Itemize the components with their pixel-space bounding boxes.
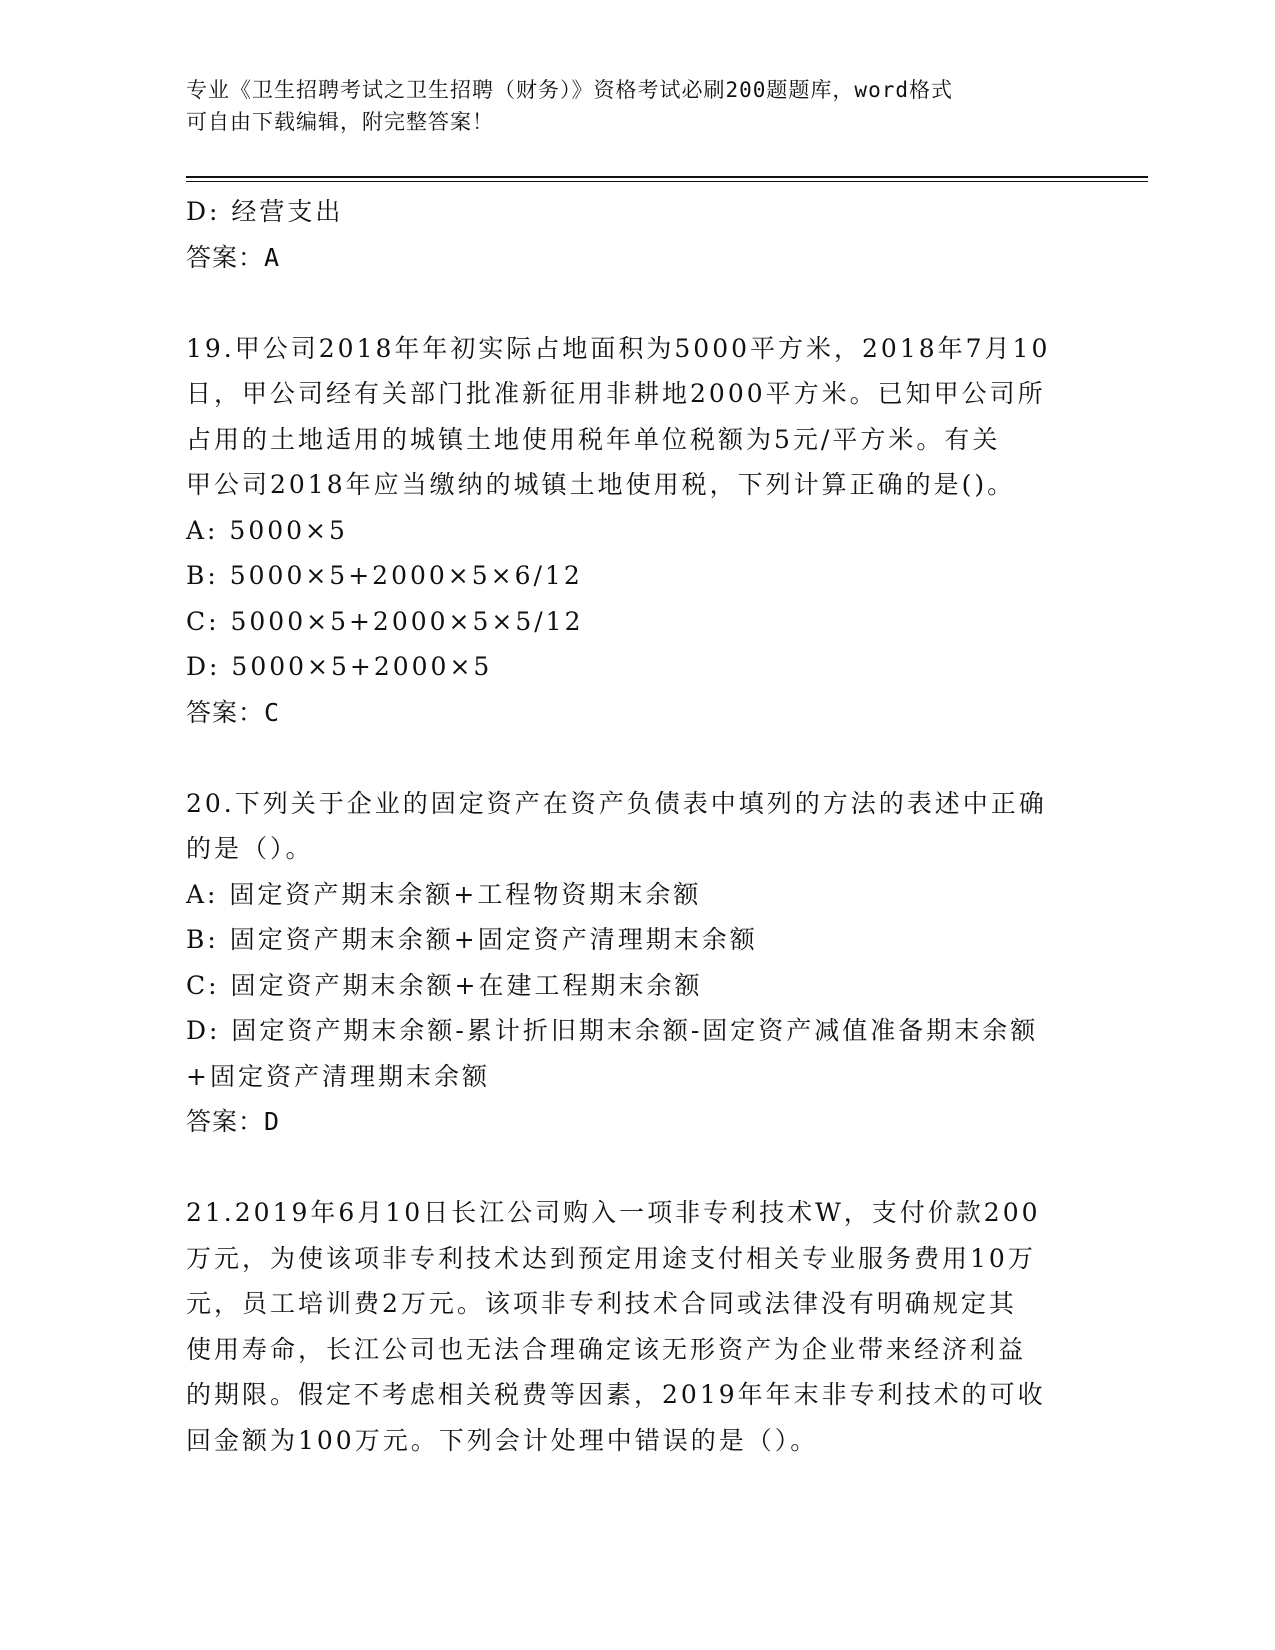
question-19-option-d: D: 5000×5+2000×5 — [186, 652, 493, 681]
question-19-option-a: A: 5000×5 — [186, 515, 348, 545]
question-20-option-d: D: 固定资产期末余额-累计折旧期末余额-固定资产减值准备期末余额 — [186, 1016, 1039, 1045]
spacer — [186, 280, 1066, 326]
document-body — [186, 189, 1066, 1463]
question-20-option-a: A: 固定资产期末余额+工程物资期末余额 — [186, 879, 702, 909]
header-divider-thin — [186, 181, 1148, 182]
question-19-stem-line: 甲公司2018年应当缴纳的城镇土地使用税，下列计算正确的是()。 — [186, 470, 1016, 499]
question-21-stem-line: 回金额为100万元。下列会计处理中错误的是（）。 — [186, 1425, 819, 1455]
question-19-option-c: C: 5000×5+2000×5×5/12 — [186, 606, 584, 636]
page-header — [186, 74, 1066, 138]
question-21-stem-line: 21.2019年6月10日长江公司购入一项非专利技术W，支付价款200 — [186, 1198, 1041, 1227]
question-19-option-b: B: 5000×5+2000×5×6/12 — [186, 561, 583, 590]
question-20-option-c: C: 固定资产期末余额+在建工程期末余额 — [186, 970, 703, 1000]
prev-question-answer: 答案：A — [186, 242, 281, 272]
spacer — [186, 1145, 1066, 1191]
question-19-answer: 答案：C — [186, 697, 281, 727]
question-21 — [186, 1190, 1066, 1463]
question-20-answer: 答案：D — [186, 1107, 281, 1136]
question-20-option-d-continued: +固定资产清理期末余额 — [186, 1061, 490, 1091]
question-21-stem-line: 使用寿命，长江公司也无法合理确定该无形资产为企业带来经济利益 — [186, 1334, 1027, 1364]
question-19-stem-line: 19.甲公司2018年年初实际占地面积为5000平方米，2018年7月10 — [186, 333, 1051, 363]
question-20 — [186, 781, 1066, 1145]
question-20-stem-line: 20.下列关于企业的固定资产在资产负债表中填列的方法的表述中正确 — [186, 788, 1047, 818]
header-divider-thick — [186, 176, 1148, 178]
question-19-stem-line: 日，甲公司经有关部门批准新征用非耕地2000平方米。已知甲公司所 — [186, 379, 1046, 408]
question-19 — [186, 326, 1066, 736]
prev-question-option-d: D: 经营支出 — [186, 197, 344, 226]
question-21-stem-line: 元，员工培训费2万元。该项非专利技术合同或法律没有明确规定其 — [186, 1289, 1017, 1318]
header-title-line-2: 可自由下载编辑，附完整答案！ — [186, 110, 494, 134]
spacer — [186, 735, 1066, 781]
question-19-stem-line: 占用的土地适用的城镇土地使用税年单位税额为5元/平方米。有关 — [186, 424, 1001, 454]
question-21-stem-line: 万元，为使该项非专利技术达到预定用途支付相关专业服务费用10万 — [186, 1243, 1036, 1273]
question-20-option-b: B: 固定资产期末余额+固定资产清理期末余额 — [186, 925, 758, 954]
header-title-line-1: 专业《卫生招聘考试之卫生招聘（财务）》资格考试必刷200题题库，word格式 — [186, 78, 953, 102]
question-20-stem-line: 的是（）。 — [186, 834, 314, 863]
question-21-stem-line: 的期限。假定不考虑相关税费等因素，2019年年末非专利技术的可收 — [186, 1380, 1046, 1409]
